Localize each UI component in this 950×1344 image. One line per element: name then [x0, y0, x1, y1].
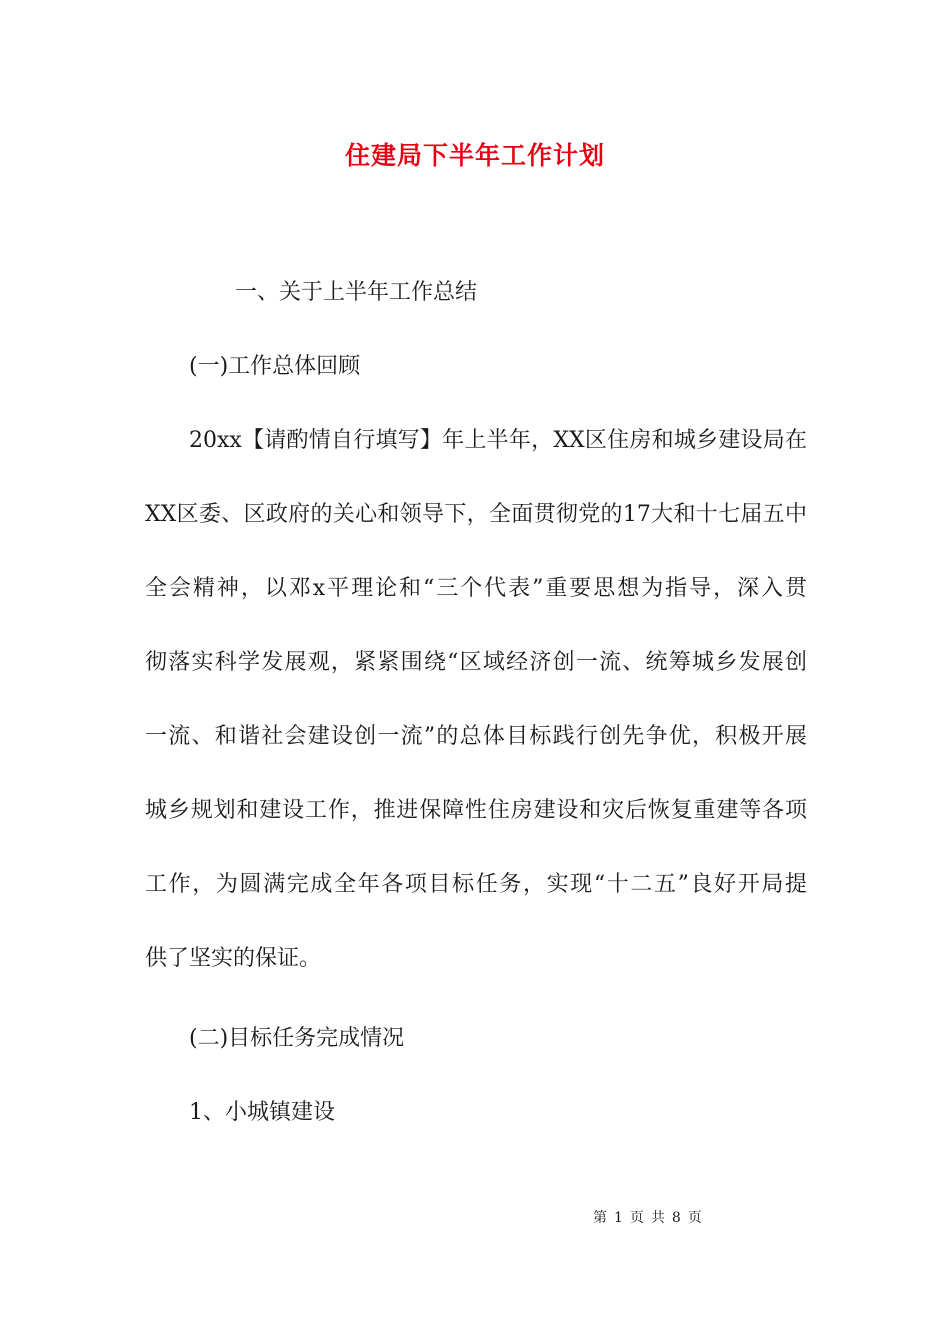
paragraph-line: 一流、和谐社会建设创一流”的总体目标践行创先争优，积极开展	[145, 724, 807, 749]
paragraph-line: 供了坚实的保证。	[145, 946, 322, 971]
document-title: 住建局下半年工作计划	[344, 141, 605, 170]
section-heading-summary: 一、关于上半年工作总结	[235, 280, 478, 305]
paragraph-line: 工作，为圆满完成全年各项目标任务，实现“十二五”良好开局提	[145, 872, 807, 897]
page-footer	[593, 1208, 709, 1228]
footer-total-pages: 8	[671, 1210, 682, 1226]
paragraph-line: 城乡规划和建设工作，推进保障性住房建设和灾后恢复重建等各项	[145, 798, 807, 823]
footer-current-page: 1	[614, 1210, 624, 1226]
paragraph-line: XX区委、区政府的关心和领导下，全面贯彻党的17大和十七届五中	[145, 502, 807, 527]
subsection-heading-targets: (二)目标任务完成情况	[189, 1026, 405, 1051]
subsection-heading-overview: (一)工作总体回顾	[189, 354, 361, 379]
footer-suffix: 页	[687, 1210, 703, 1226]
item-heading-town-construction: 1、小城镇建设	[189, 1100, 335, 1125]
paragraph-line: 彻落实科学发展观，紧紧围绕“区域经济创一流、统筹城乡发展创	[145, 650, 807, 675]
footer-prefix: 第	[593, 1210, 608, 1226]
paragraph-line: 20xx【请酌情自行填写】年上半年，XX区住房和城乡建设局在	[189, 428, 807, 453]
footer-total-word: 共	[650, 1210, 666, 1226]
paragraph-line: 全会精神，以邓x平理论和“三个代表”重要思想为指导，深入贯	[145, 576, 807, 601]
footer-page-word: 页	[629, 1210, 645, 1226]
